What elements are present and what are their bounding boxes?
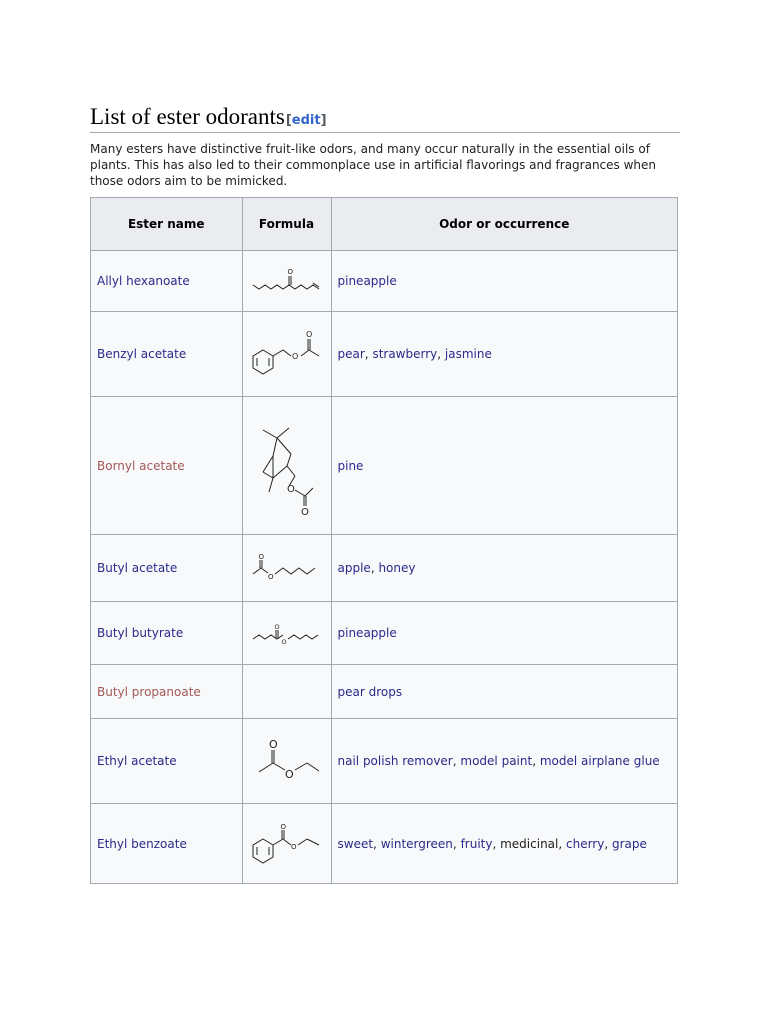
odor-link[interactable]: strawberry [372,347,438,361]
odor-separator: , [370,561,379,575]
odor-link[interactable]: fruity [460,836,493,851]
ester-name-cell [91,535,243,602]
odor-cell [331,312,678,397]
ester-name-link[interactable]: Benzyl acetate [97,347,187,361]
odor-link[interactable]: jasmine [444,347,492,361]
odor-link[interactable]: model airplane glue [539,754,660,768]
oxygen-atom-label: O [287,268,293,276]
ester-name-link[interactable]: Butyl propanoate [97,684,201,699]
oxygen-atom-label: O [300,506,309,516]
intro-paragraph: Many esters have distinctive fruit-like odors, and many occur naturally in the essential oils of plants. This has also led to their commonplace use in artificial flavorings and fragrances when those odors aim to be mimicked. [90,142,657,188]
table-row [91,397,678,535]
odor-link[interactable]: pineapple [337,274,397,288]
odor-cell [331,602,678,665]
bornyl-acetate-structure [249,416,325,516]
ester-name-cell [91,602,243,665]
ester-name-cell [91,719,243,804]
ester-name-cell [91,251,243,312]
benzyl-acetate-structure [249,328,325,380]
table-row [91,665,678,719]
oxygen-atom-label: O [280,822,286,831]
butyl-butyrate-structure [249,617,325,649]
odor-text: medicinal [500,836,559,851]
oxygen-atom-label: O [258,553,264,561]
oxygen-atom-label: O [281,638,287,646]
odor-separator: , [492,836,501,851]
oxygen-atom-label: O [284,768,294,781]
ester-odorants-table [90,197,678,884]
section-title: List of ester odorants [90,104,285,129]
formula-cell [242,719,331,804]
ethyl-benzoate-structure [249,821,325,867]
ethyl-acetate-structure [249,736,325,786]
odor-link[interactable]: sweet [337,836,374,851]
ester-name-cell [91,804,243,884]
formula-cell-empty [242,665,331,719]
allyl-hexanoate-structure [249,261,325,301]
header-odor: Odor or occurrence [331,198,678,251]
edit-section-link[interactable]: edit [291,113,321,128]
ester-name-cell [91,665,243,719]
odor-cell [331,397,678,535]
odor-link[interactable]: pear [337,347,365,361]
table-header-row [91,198,678,251]
odor-link[interactable]: wintergreen [380,836,453,851]
formula-cell [242,251,331,312]
odor-link[interactable]: pineapple [337,626,397,640]
oxygen-atom-label: O [268,738,278,751]
article-section [90,104,680,884]
odor-separator: , [364,347,373,361]
odor-separator: , [604,836,612,851]
ester-name-link[interactable]: Butyl butyrate [97,626,184,640]
formula-cell [242,804,331,884]
formula-cell [242,602,331,665]
ester-name-link[interactable]: Bornyl acetate [97,458,185,473]
odor-link[interactable]: pine [337,458,364,473]
formula-cell [242,397,331,535]
header-formula: Formula [242,198,331,251]
oxygen-atom-label: O [291,352,298,361]
odor-cell [331,804,678,884]
odor-separator: , [452,754,461,768]
header-ester-name: Ester name [91,198,243,251]
ester-name-link[interactable]: Allyl hexanoate [97,274,190,288]
ester-name-cell [91,397,243,535]
odor-link[interactable]: honey [378,561,416,575]
table-row [91,719,678,804]
table-row [91,251,678,312]
oxygen-atom-label: O [286,483,295,495]
formula-cell [242,535,331,602]
oxygen-atom-label: O [305,330,312,339]
ester-name-cell [91,312,243,397]
formula-cell [242,312,331,397]
odor-separator: , [437,347,445,361]
odor-separator: , [452,836,461,851]
odor-link[interactable]: apple [337,561,371,575]
table-row [91,312,678,397]
odor-separator: , [532,754,540,768]
odor-separator: , [558,836,566,851]
odor-link[interactable]: nail polish remover [337,754,453,768]
oxygen-atom-label: O [290,842,297,851]
edit-section-link-wrapper: [edit] [285,113,327,128]
odor-link[interactable]: pear drops [337,684,403,699]
section-heading [90,104,680,133]
table-row [91,535,678,602]
ester-name-link[interactable]: Ethyl acetate [97,754,177,768]
odor-separator: , [373,836,381,851]
table-row [91,804,678,884]
oxygen-atom-label: O [267,573,274,581]
odor-cell [331,665,678,719]
odor-link[interactable]: model paint [460,754,533,768]
odor-cell [331,719,678,804]
ester-name-link[interactable]: Ethyl benzoate [97,836,187,851]
odor-cell [331,251,678,312]
ester-name-link[interactable]: Butyl acetate [97,561,178,575]
odor-link[interactable]: cherry [566,836,605,851]
table-row [91,602,678,665]
oxygen-atom-label: O [274,623,280,631]
odor-link[interactable]: grape [611,836,647,851]
odor-cell [331,535,678,602]
butyl-acetate-structure [249,550,325,586]
